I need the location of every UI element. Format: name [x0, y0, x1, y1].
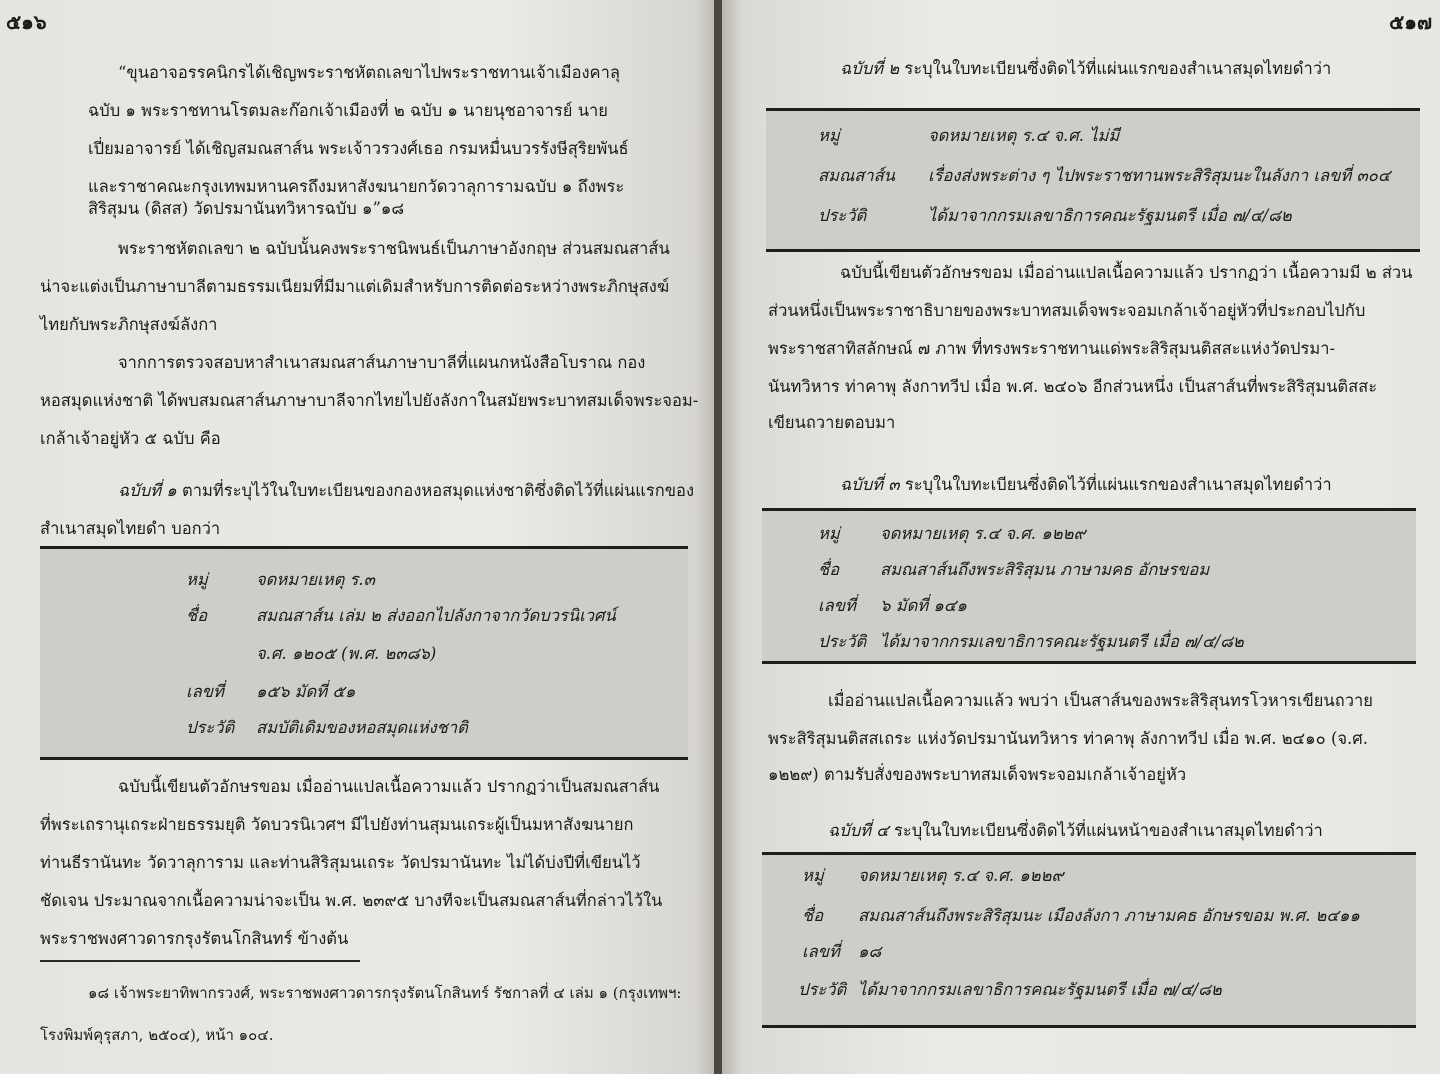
field-value: ได้มาจากกรมเลขาธิการคณะรัฐมนตรี เมื่อ ๗/๔/๘๒ — [880, 632, 1244, 651]
field-key: หมู่ — [818, 126, 840, 145]
item-2-label: ฉบับที่ ๒ — [840, 59, 900, 78]
field-key: ชื่อ — [186, 606, 208, 625]
field-key: สมณสาส์น — [818, 166, 895, 185]
text-line: หอสมุดแห่งชาติ ได้พบสมณสาส์นภาษาบาลีจากไทยไปยังลังกาในสมัยพระบาทสมเด็จพระจอม- — [40, 391, 699, 410]
text-line: พระราชหัตถเลขา ๒ ฉบับนั้นคงพระราชนิพนธ์เป็นภาษาอังกฤษ ส่วนสมณสาส์น — [118, 239, 670, 258]
field-key: ประวัติ — [818, 632, 867, 651]
text-line: เกล้าเจ้าอยู่หัว ๕ ฉบับ คือ — [40, 429, 221, 448]
text-line: พระราชพงศาวดารกรุงรัตนโกสินทร์ ข้างต้น — [40, 929, 349, 948]
text-line: น่าจะแต่งเป็นภาษาบาลีตามธรรมเนียมที่มีมาแต่เดิมสำหรับการติดต่อระหว่างพระภิกษุสงฆ์ — [40, 277, 670, 296]
item-1-text: ตามที่ระบุไว้ในใบทะเบียนของกองหอสมุดแห่งชาติซึ่งติดไว้ที่แผ่นแรกของ — [176, 481, 695, 500]
item-1-heading — [118, 480, 694, 502]
field-key: ประวัติ — [798, 980, 847, 999]
field-value: สมณสาส์นถึงพระสิริสุมน ภาษามคธ อักษรขอม — [880, 560, 1210, 579]
field-key: ประวัติ — [186, 718, 235, 737]
footnote-line: โรงพิมพ์คุรุสภา, ๒๕๐๔), หน้า ๑๐๔. — [40, 1026, 274, 1044]
right-page — [722, 0, 1440, 1074]
item-3-text: ระบุในใบทะเบียนซึ่งติดไว้ที่แผ่นแรกของสำเนาสมุดไทยดำว่า — [899, 475, 1332, 494]
field-key: ชื่อ — [818, 560, 840, 579]
field-value: จดหมายเหตุ ร.๔ จ.ศ. ๑๒๒๙ — [858, 866, 1064, 885]
text-line: พระราชสาทิสลักษณ์ ๗ ภาพ ที่ทรงพระราชทานแด่พระสิริสุมนติสสะแห่งวัดปรมา- — [768, 339, 1336, 358]
register-box-1 — [40, 546, 688, 760]
text-line: ฉบับนี้เขียนตัวอักษรขอม เมื่ออ่านแปลเนื้อความแล้ว ปรากฏว่าเป็นสมณสาส์น — [118, 777, 660, 796]
text-line: เขียนถวายตอบมา — [768, 413, 896, 432]
register-box-4 — [762, 852, 1416, 1028]
footnote-line: ๑๘ เจ้าพระยาทิพากรวงศ์, พระราชพงศาวดารกรุงรัตนโกสินทร์ รัชกาลที่ ๔ เล่ม ๑ (กรุงเทพฯ: — [88, 984, 682, 1002]
register-box-2 — [766, 108, 1420, 252]
text-line: ฉบับ ๑ พระราชทานโรตมละก๊อกเจ้าเมืองที่ ๒ ฉบับ ๑ นายนุชอาจารย์ นาย — [88, 101, 608, 120]
text-line: เมื่ออ่านแปลเนื้อความแล้ว พบว่า เป็นสาส์นของพระสิริสุนทรโวหารเขียนถวาย — [828, 691, 1373, 710]
text-line: ท่านธีรานันทะ วัดวาลุการาม และท่านสิริสุมนเถระ วัดปรมานันทะ ไม่ได้บ่งปีที่เขียนไว้ — [40, 853, 641, 872]
field-key: ประวัติ — [818, 206, 867, 225]
field-key: เลขที่ — [802, 942, 840, 961]
footnote-rule — [40, 960, 360, 962]
text-line: ชัดเจน ประมาณจากเนื้อความน่าจะเป็น พ.ศ. ๒๓๙๕ บางทีจะเป็นสมณสาส์นที่กล่าวไว้ใน — [40, 891, 663, 910]
field-key: หมู่ — [818, 524, 840, 543]
field-key: ชื่อ — [802, 906, 824, 925]
text-line: ฉบับนี้เขียนตัวอักษรขอม เมื่ออ่านแปลเนื้อความแล้ว ปรากฏว่า เนื้อความมี ๒ ส่วน — [840, 263, 1413, 282]
text-line: ส่วนหนึ่งเป็นพระราชาธิบายของพระบาทสมเด็จพระจอมเกล้าเจ้าอยู่หัวที่ประกอบไปกับ — [768, 301, 1366, 320]
text-line: ไทยกับพระภิกษุสงฆ์ลังกา — [40, 315, 218, 334]
item-1-label: ฉบับที่ ๑ — [118, 481, 177, 500]
field-value: จดหมายเหตุ ร.๔ จ.ศ. ๑๒๒๙ — [880, 524, 1086, 543]
text-line: พระสิริสุมนติสสเถระ แห่งวัดปรมานันทวิหาร ท่าคาพุ ลังกาทวีป เมื่อ พ.ศ. ๒๔๑๐ (จ.ศ. — [768, 729, 1369, 748]
field-key: เลขที่ — [186, 682, 224, 701]
field-value: ได้มาจากกรมเลขาธิการคณะรัฐมนตรี เมื่อ ๗/๔/๘๒ — [928, 206, 1292, 225]
item-4-text: ระบุในใบทะเบียนซึ่งติดไว้ที่แผ่นหน้าของสำเนาสมุดไทยดำว่า — [888, 821, 1323, 840]
field-value: ๖ มัดที่ ๑๔๑ — [880, 596, 967, 615]
field-key: หมู่ — [802, 866, 824, 885]
item-3-heading — [840, 474, 1332, 496]
field-key: หมู่ — [186, 570, 208, 589]
text-line: นันทวิหาร ท่าคาพุ ลังกาทวีป เมื่อ พ.ศ. ๒๔๐๖ อีกส่วนหนึ่ง เป็นสาส์นที่พระสิริสุมนติสสะ — [768, 377, 1378, 396]
field-value: จ.ศ. ๑๒๐๕ (พ.ศ. ๒๓๘๖) — [256, 644, 437, 663]
field-value: เรื่องส่งพระต่าง ๆ ไปพระราชทานพระสิริสุมนะในลังกา เลขที่ ๓๐๔ — [928, 166, 1391, 185]
field-value: สมณสาส์นถึงพระสิริสุมนะ เมืองลังกา ภาษามคธ อักษรขอม พ.ศ. ๒๔๑๑ — [858, 906, 1360, 925]
field-key: เลขที่ — [818, 596, 856, 615]
field-value: สมณสาส์น เล่ม ๒ ส่งออกไปลังกาจากวัดบวรนิเวศน์ — [256, 606, 616, 625]
text-line: และราชาคณะกรุงเทพมหานครถึงมหาสังฆนายกวัดวาลุการามฉบับ ๑ ถึงพระ — [88, 177, 625, 196]
item-2-heading — [840, 58, 1331, 80]
text-line: จากการตรวจสอบหาสำเนาสมณสาส์นภาษาบาลีที่แผนกหนังสือโบราณ กอง — [118, 353, 646, 372]
field-value: ๑๘ — [858, 942, 882, 961]
item-4-heading — [828, 820, 1323, 842]
text-line: ที่พระเถรานุเถระฝ่ายธรรมยุติ วัดบวรนิเวศฯ มีไปยังท่านสุมนเถระผู้เป็นมหาสังฆนายก — [40, 815, 634, 834]
field-value: ได้มาจากกรมเลขาธิการคณะรัฐมนตรี เมื่อ ๗/๔/๘๒ — [858, 980, 1222, 999]
text-line: ๑๒๒๙) ตามรับสั่งของพระบาทสมเด็จพระจอมเกล้าเจ้าอยู่หัว — [768, 765, 1187, 784]
field-value: ๑๕๖ มัดที่ ๕๑ — [256, 682, 356, 701]
field-value: จดหมายเหตุ ร.๔ จ.ศ. ไม่มี — [928, 126, 1120, 145]
item-4-label: ฉบับที่ ๔ — [828, 821, 889, 840]
page-number-right: ๕๑๗ — [1389, 10, 1432, 34]
text-line: “ขุนอาจอรรคนิกรได้เชิญพระราชหัตถเลขาไปพระราชทานเจ้าเมืองคาลุ — [118, 63, 620, 82]
text-line: สิริสุมน (ดิสส) วัดปรมานันทวิหารฉบับ ๑”๑๘ — [88, 199, 405, 218]
item-3-label: ฉบับที่ ๓ — [840, 475, 900, 494]
field-value: จดหมายเหตุ ร.๓ — [256, 570, 375, 589]
text-line: สำเนาสมุดไทยดำ บอกว่า — [40, 519, 221, 538]
page-number-left: ๕๑๖ — [6, 10, 47, 34]
register-box-3 — [762, 508, 1416, 664]
left-page — [0, 0, 716, 1074]
item-2-text: ระบุในใบทะเบียนซึ่งติดไว้ที่แผ่นแรกของสำเนาสมุดไทยดำว่า — [899, 59, 1332, 78]
field-value: สมบัติเดิมของหอสมุดแห่งชาติ — [256, 718, 468, 737]
text-line: เปี่ยมอาจารย์ ได้เชิญสมณสาส์น พระเจ้าวรวงศ์เธอ กรมหมื่นบวรรังษีสุริยพันธ์ — [88, 139, 629, 158]
